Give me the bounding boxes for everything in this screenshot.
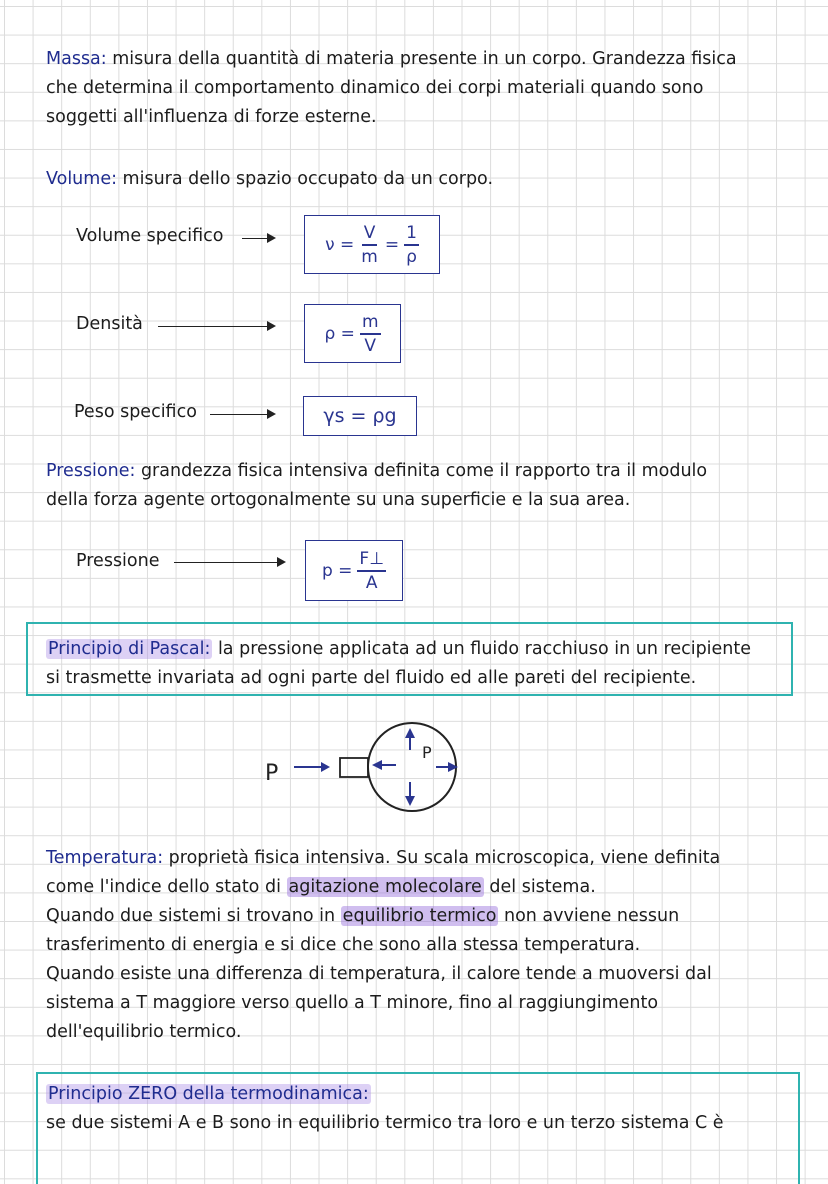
- volume-line: [46, 167, 493, 191]
- principio-zero-title-line: [46, 1082, 371, 1106]
- equals-sign: =: [384, 234, 400, 255]
- principio-zero-line-1: se due sistemi A e B sono in equilibrio termico tra loro e un terzo sistema C è: [46, 1113, 724, 1133]
- fraction-denominator: V: [364, 335, 377, 356]
- fraction-1-rho: [404, 222, 419, 268]
- rho-symbol: ρ =: [324, 323, 355, 344]
- pressure-label-inside: P: [422, 743, 432, 762]
- temperatura-line-1: [46, 846, 720, 870]
- temperatura-line-4: trasferimento di energia e si dice che sono alla stessa temperatura.: [46, 935, 641, 955]
- pressione-def-1: grandezza fisica intensiva definita come il rapporto tra il modulo: [135, 461, 708, 481]
- temperatura-line-7: dell'equilibrio termico.: [46, 1022, 242, 1042]
- fraction-denominator: m: [361, 246, 378, 267]
- pressione-label: Pressione: [76, 551, 160, 571]
- densita-formula: [304, 304, 401, 363]
- temperatura-text: del sistema.: [483, 877, 596, 897]
- pressure-label-outside: P: [265, 761, 279, 786]
- pascal-def-1: la pressione applicata ad un fluido racchiuso in un recipiente: [212, 639, 752, 659]
- nu-symbol: ν =: [325, 234, 355, 255]
- temperatura-def-1: proprietà fisica intensiva. Su scala microscopica, viene definita: [163, 848, 721, 868]
- fraction-numerator: m: [360, 311, 381, 335]
- fraction-numerator: V: [362, 222, 378, 246]
- pressione-line-1: [46, 459, 707, 483]
- volume-specifico-formula: [304, 215, 440, 274]
- pascal-line-1: [46, 637, 751, 661]
- temperatura-line-6: sistema a T maggiore verso quello a T minore, fino al raggiungimento: [46, 993, 659, 1013]
- fraction-numerator: 1: [404, 222, 419, 246]
- pressione-line-2: della forza agente ortogonalmente su una superficie e la sua area.: [46, 490, 631, 510]
- temperatura-line-3: [46, 904, 679, 928]
- pascal-term: Principio di Pascal:: [48, 639, 211, 659]
- highlight-equilibrio: equilibrio termico: [342, 906, 497, 926]
- volume-def: misura dello spazio occupato da un corpo.: [116, 169, 494, 189]
- pascal-diagram: [250, 712, 480, 822]
- temperatura-text: come l'indice dello stato di: [46, 877, 287, 897]
- densita-label: Densità: [76, 314, 143, 334]
- massa-term: Massa:: [46, 49, 107, 69]
- peso-specifico-formula: γs = ρg: [303, 396, 417, 436]
- fraction-m-v: [360, 311, 381, 357]
- pascal-line-2: si trasmette invariata ad ogni parte del fluido ed alle pareti del recipiente.: [46, 668, 697, 688]
- temperatura-text: non avviene nessun: [498, 906, 680, 926]
- temperatura-line-5: Quando esiste una differenza di temperatura, il calore tende a muoversi dal: [46, 964, 712, 984]
- volume-specifico-label: Volume specifico: [76, 226, 224, 246]
- temperatura-line-2: [46, 875, 596, 899]
- temperatura-text: Quando due sistemi si trovano in: [46, 906, 341, 926]
- massa-line-3: soggetti all'influenza di forze esterne.: [46, 107, 377, 127]
- volume-term: Volume:: [46, 169, 117, 189]
- massa-line-2: che determina il comportamento dinamico dei corpi materiali quando sono: [46, 78, 704, 98]
- highlight-agitazione: agitazione molecolare: [288, 877, 482, 897]
- massa-line-1: [46, 47, 737, 71]
- arrow-icon: [242, 238, 274, 239]
- massa-def-1: misura della quantità di materia presente in un corpo. Grandezza fisica: [106, 49, 737, 69]
- peso-specifico-label: Peso specifico: [74, 402, 197, 422]
- fraction-denominator: ρ: [406, 246, 417, 267]
- fraction-v-m: [359, 222, 380, 268]
- fraction-denominator: A: [365, 572, 378, 593]
- temperatura-term: Temperatura:: [46, 848, 164, 868]
- fraction-numerator: F⊥: [357, 548, 386, 572]
- p-symbol: p =: [321, 560, 353, 581]
- pressione-term: Pressione:: [46, 461, 136, 481]
- pressione-formula: [305, 540, 403, 601]
- arrow-icon: [158, 326, 274, 327]
- principio-zero-term: Principio ZERO della termodinamica:: [48, 1084, 369, 1104]
- arrow-icon: [174, 562, 284, 563]
- arrow-icon: [210, 414, 274, 415]
- fraction-f-a: [357, 548, 386, 594]
